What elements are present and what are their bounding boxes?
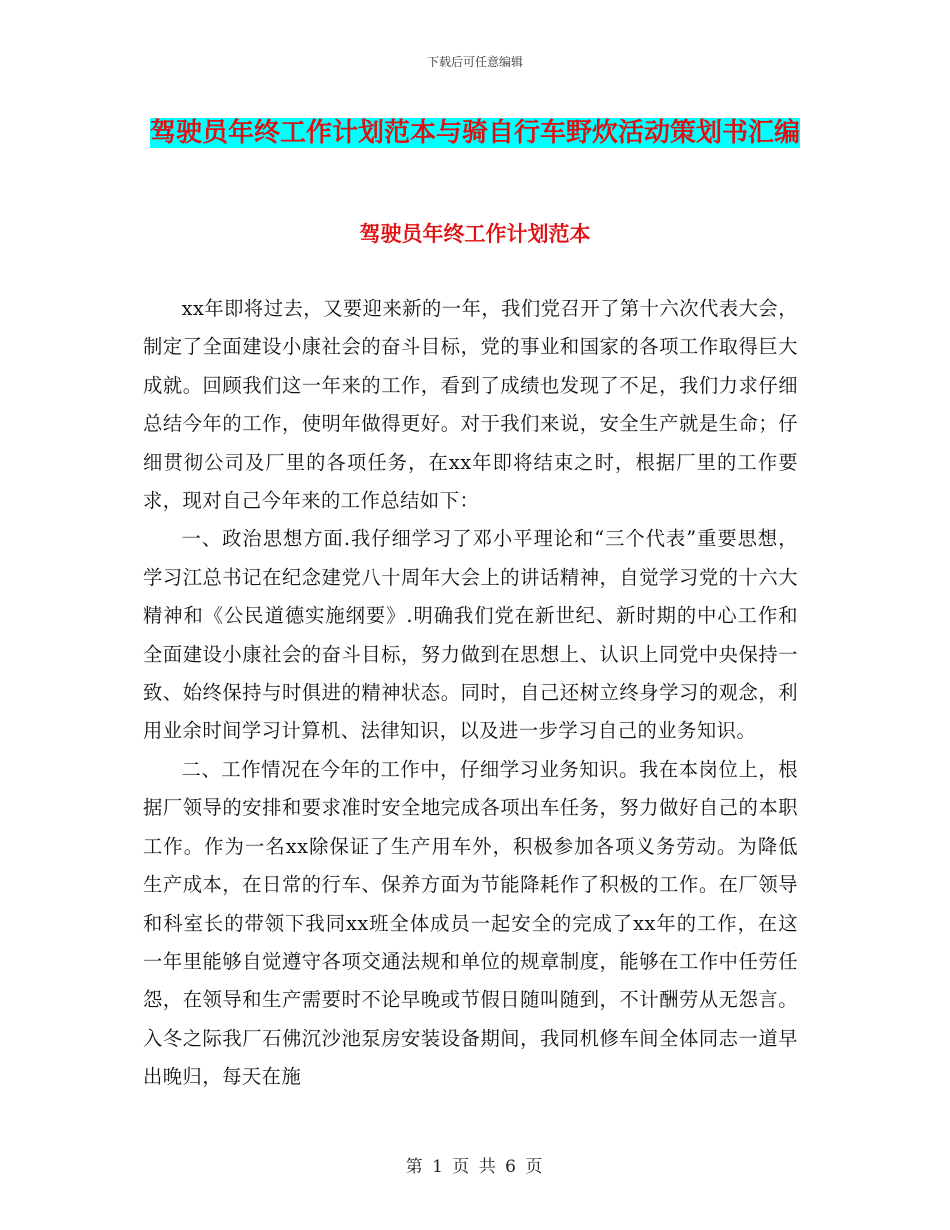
paragraph-political-thought: 一、政治思想方面.我仔细学习了邓小平理论和“三个代表”重要思想，学习江总书记在纪念建党八十周年大会上的讲话精神，自觉学习党的十六大精神和《公民道德实施纲要》.明确我们党在新世纪、新时期的中心工作和全面建设小康社会的奋斗目标，努力做到在思想上、认识上同党中央保持一致、始终保持与时俱进的精神状态。同时，自己还树立终身学习的观念，利用业余时间学习计算机、法律知识，以及进一步学习自己的业务知识。 [143, 527, 798, 743]
page-footer: 第 1 页 共 6 页 [405, 1157, 545, 1177]
document-title-text: 驾驶员年终工作计划范本与骑自行车野炊活动策划书汇编 [150, 118, 801, 148]
paragraph-intro: xx年即将过去，又要迎来新的一年，我们党召开了第十六次代表大会，制定了全面建设小康社会的奋斗目标，党的事业和国家的各项工作取得巨大成就。回顾我们这一年来的工作，看到了成绩也发现了不足，我们力求仔细总结今年的工作，使明年做得更好。对于我们来说，安全生产就是生命；仔细贯彻公司及厂里的各项任务，在xx年即将结束之时，根据厂里的工作要求，现对自己今年来的工作总结如下： [143, 297, 798, 513]
paragraph-work-situation: 二、工作情况在今年的工作中，仔细学习业务知识。我在本岗位上，根据厂领导的安排和要求准时安全地完成各项出车任务，努力做好自己的本职工作。作为一名xx除保证了生产用车外，积极参加各项义务劳动。为降低生产成本，在日常的行车、保养方面为节能降耗作了积极的工作。在厂领导和科室长的带领下我同xx班全体成员一起安全的完成了xx年的工作，在这一年里能够自觉遵守各项交通法规和单位的规章制度，能够在工作中任劳任怨，在领导和生产需要时不论早晚或节假日随叫随到，不计酬劳从无怨言。入冬之际我厂石佛沉沙池泵房安装设备期间，我同机修车间全体同志一道早出晚归，每天在施 [143, 757, 798, 1089]
document-body [143, 290, 798, 1097]
header-note: 下载后可任意编辑 [426, 55, 523, 69]
document-title [150, 110, 800, 156]
section-title: 驾驶员年终工作计划范本 [359, 222, 591, 246]
